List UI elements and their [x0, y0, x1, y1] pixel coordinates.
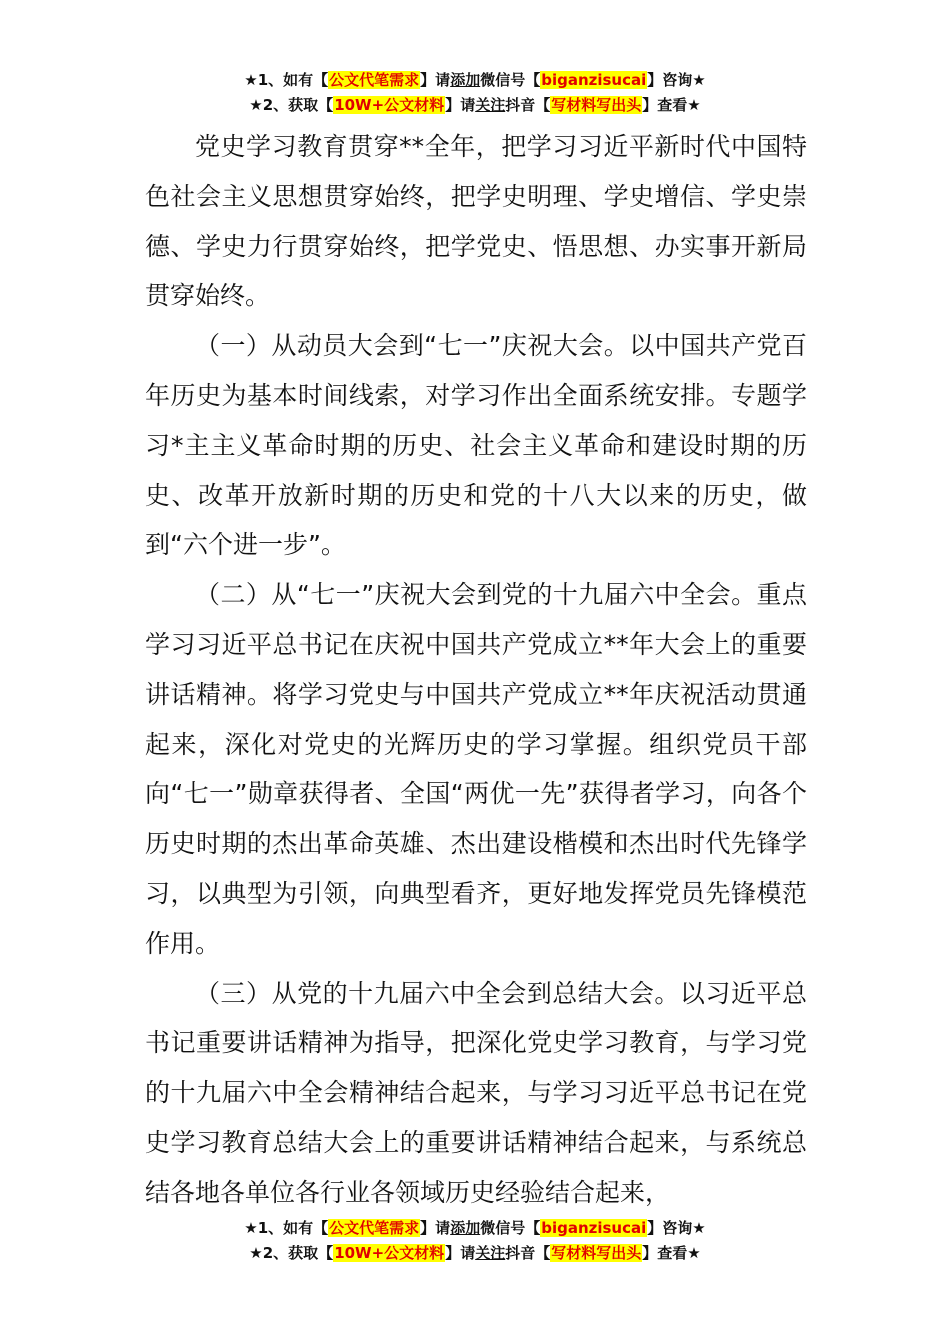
footer-highlight-douyin-account: 写材料写出头: [551, 1244, 642, 1262]
document-body: [145, 122, 807, 1218]
banner-line-1: ★1、如有【公文代笔需求】请添加微信号【biganzisucai】咨询★: [244, 71, 706, 89]
footer-highlight-wechat-id: biganzisucai: [541, 1219, 647, 1237]
footer-banner: [0, 1216, 950, 1266]
highlight-wechat-id: biganzisucai: [541, 71, 647, 89]
highlight-materials: 10W+公文材料: [334, 96, 445, 114]
highlight-douyin-account: 写材料写出头: [551, 96, 642, 114]
header-banner: [0, 68, 950, 118]
highlight-writing-service: 公文代笔需求: [329, 71, 420, 89]
paragraph-section-1: （一）从动员大会到“七一”庆祝大会。以中国共产党百年历史为基本时间线索，对学习作出全面系统安排。专题学习*主主义革命时期的历史、社会主义革命和建设时期的历史、改革开放新时期的历史和党的十八大以来的历史，做到“六个进一步”。: [145, 331, 807, 560]
footer-highlight-materials: 10W+公文材料: [334, 1244, 445, 1262]
paragraph-section-3: （三）从党的十九届六中全会到总结大会。以习近平总书记重要讲话精神为指导，把深化党史学习教育，与学习党的十九届六中全会精神结合起来，与学习习近平总书记在党史学习教育总结大会上的重要讲话精神结合起来，与系统总结各地各单位各行业各领域历史经验结合起来，: [145, 978, 807, 1207]
paragraph-section-2: （二）从“七一”庆祝大会到党的十九届六中全会。重点学习习近平总书记在庆祝中国共产党成立**年大会上的重要讲话精神。将学习党史与中国共产党成立**年庆祝活动贯通起来，深化对党史的光辉历史的学习掌握。组织党员干部向“七一”勋章获得者、全国“两优一先”获得者学习，向各个历史时期的杰出革命英雄、杰出建设楷模和杰出时代先锋学习，以典型为引领，向典型看齐，更好地发挥党员先锋模范作用。: [145, 580, 807, 958]
footer-line-1: ★1、如有【公文代笔需求】请添加微信号【biganzisucai】咨询★: [244, 1219, 706, 1237]
footer-highlight-writing-service: 公文代笔需求: [329, 1219, 420, 1237]
banner-line-2: ★2、获取【10W+公文材料】请关注抖音【写材料写出头】查看★: [249, 96, 701, 114]
footer-line-2: ★2、获取【10W+公文材料】请关注抖音【写材料写出头】查看★: [249, 1244, 701, 1262]
paragraph-intro: 党史学习教育贯穿**全年，把学习习近平新时代中国特色社会主义思想贯穿始终，把学史明理、学史增信、学史崇德、学史力行贯穿始终，把学党史、悟思想、办实事开新局贯穿始终。: [145, 132, 807, 311]
